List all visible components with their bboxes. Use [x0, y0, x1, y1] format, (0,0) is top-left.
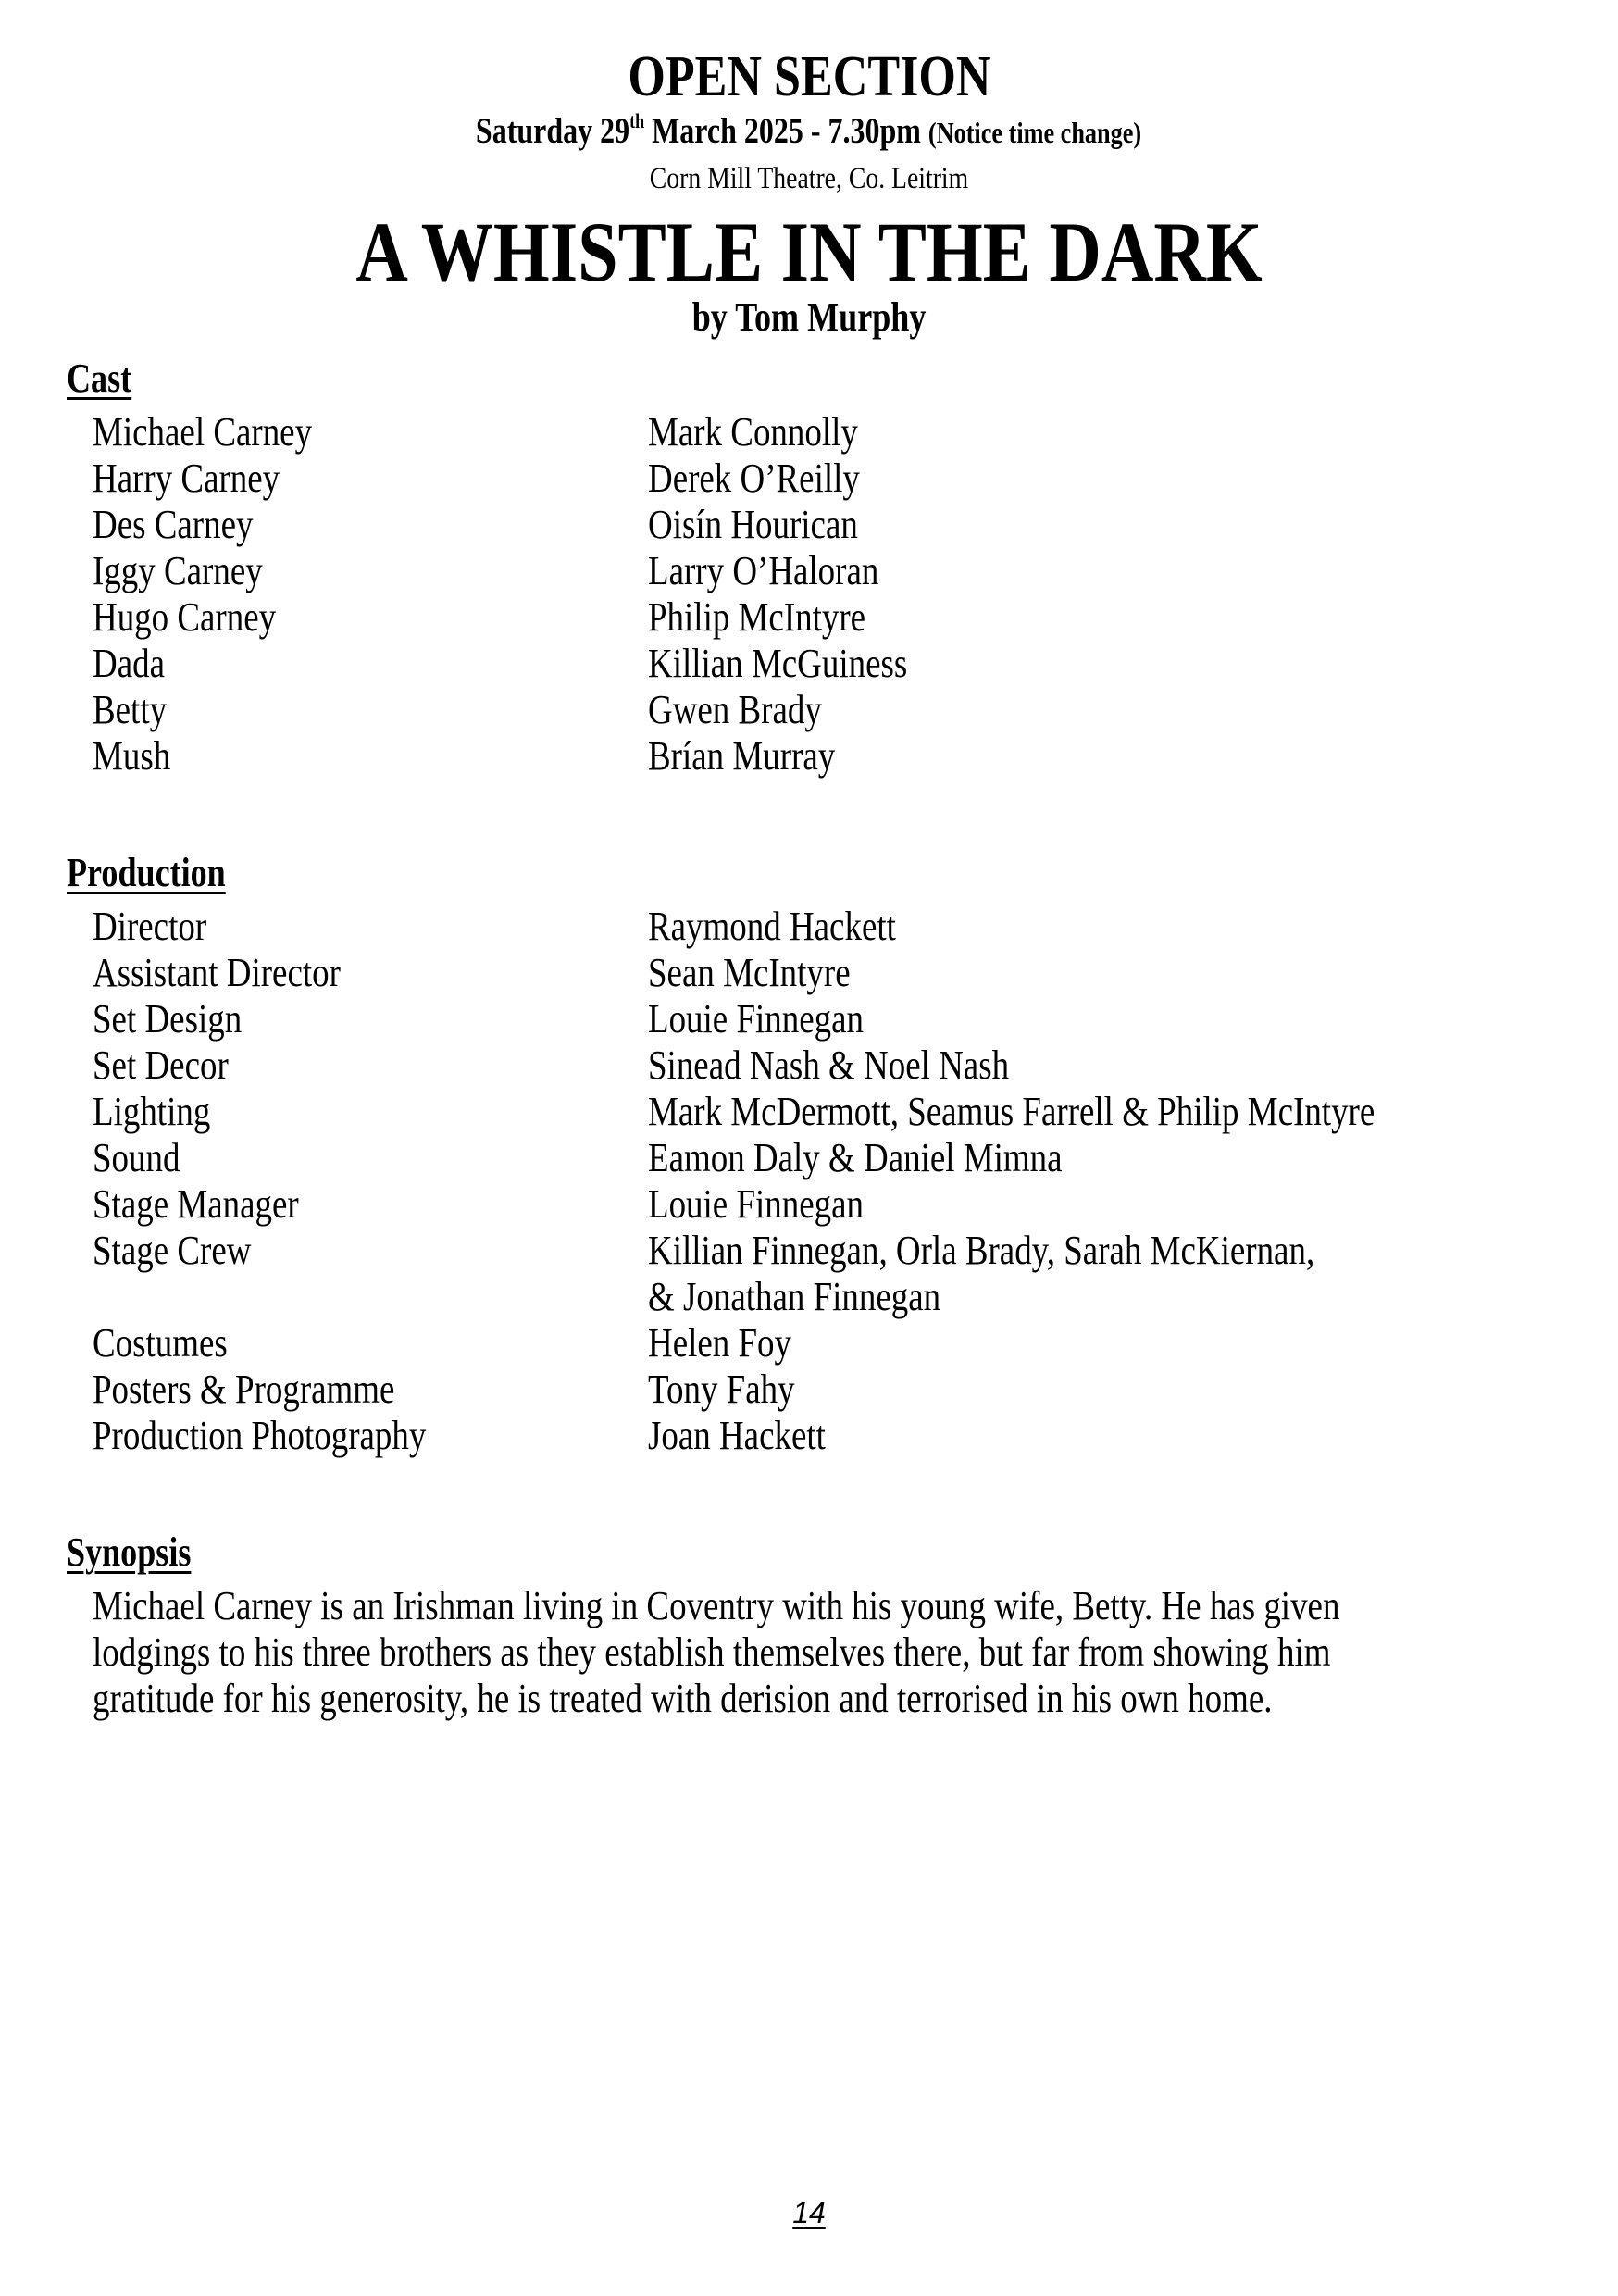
cast-actor: Philip McIntyre: [648, 594, 866, 640]
production-role: Posters & Programme: [93, 1366, 395, 1412]
cast-role: Harry Carney: [93, 455, 280, 501]
section-title: [0, 46, 1618, 107]
production-credit-line-1: Killian Finnegan, Orla Brady, Sarah McKiernan,: [648, 1228, 1315, 1273]
cast-actor: Derek O’Reilly: [648, 455, 860, 501]
date-day: Saturday 29: [476, 111, 630, 151]
cast-row: [93, 455, 1592, 502]
cast-list: [93, 409, 1592, 780]
cast-row: [93, 687, 1592, 733]
synopsis-text: [93, 1583, 1546, 1722]
date-ordinal: th: [629, 109, 645, 132]
cast-actor: Oisín Hourican: [648, 502, 858, 547]
production-role: Stage Manager: [93, 1181, 299, 1227]
cast-heading: Cast: [67, 356, 132, 401]
production-role: Costumes: [93, 1320, 228, 1366]
production-credit: Raymond Hackett: [648, 904, 896, 949]
production-credit: Tony Fahy: [648, 1366, 795, 1412]
performance-date-line: [0, 111, 1618, 153]
production-row: [93, 904, 1592, 950]
cast-actor: Brían Murray: [648, 733, 836, 779]
cast-row: [93, 641, 1592, 687]
production-credit: Louie Finnegan: [648, 996, 865, 1042]
synopsis-line: Michael Carney is an Irishman living in Coventry with his young wife, Betty. He has given: [93, 1583, 1340, 1628]
production-role: Lighting: [93, 1089, 211, 1134]
performance-date: [476, 111, 1141, 153]
author: [0, 294, 1618, 341]
production-row: [93, 1089, 1592, 1135]
production-row: [93, 1228, 1592, 1320]
production-heading: Production: [67, 850, 226, 895]
cast-actor: Gwen Brady: [648, 687, 822, 732]
cast-actor: Killian McGuiness: [648, 641, 908, 686]
production-credit: Eamon Daly & Daniel Mimna: [648, 1135, 1063, 1180]
synopsis-line: gratitude for his generosity, he is treated with derision and terrorised in his own home.: [93, 1676, 1273, 1721]
cast-role: Michael Carney: [93, 409, 313, 455]
venue-text: Corn Mill Theatre, Co. Leitrim: [649, 162, 969, 195]
production-row: [93, 1366, 1592, 1413]
play-title-text: A WHISTLE IN THE DARK: [355, 205, 1263, 299]
production-role: Director: [93, 904, 207, 949]
venue: [0, 162, 1618, 195]
production-role: Production Photography: [93, 1413, 427, 1458]
production-role: Stage Crew: [93, 1228, 252, 1273]
time-change-note: (Notice time change): [928, 116, 1142, 149]
production-credit: [648, 1228, 1314, 1320]
cast-role: Dada: [93, 641, 165, 686]
cast-row: [93, 548, 1592, 594]
production-credit: Joan Hackett: [648, 1413, 826, 1458]
production-role: Sound: [93, 1135, 180, 1180]
cast-actor: Larry O’Haloran: [648, 548, 879, 593]
production-credit: Mark McDermott, Seamus Farrell & Philip McIntyre: [648, 1089, 1375, 1134]
production-row: [93, 1181, 1592, 1228]
production-role: Set Design: [93, 996, 243, 1042]
cast-row: [93, 733, 1592, 780]
cast-role: Betty: [93, 687, 168, 732]
synopsis-heading: Synopsis: [67, 1529, 192, 1575]
author-text: by Tom Murphy: [691, 294, 927, 340]
cast-row: [93, 594, 1592, 641]
date-rest: March 2025 -: [644, 111, 828, 151]
cast-role: Hugo Carney: [93, 594, 277, 640]
cast-actor: Mark Connolly: [648, 409, 858, 455]
performance-time: 7.30pm: [828, 111, 922, 151]
production-row: [93, 1135, 1592, 1181]
section-title-text: OPEN SECTION: [627, 45, 991, 108]
production-row: [93, 1413, 1592, 1459]
cast-row: [93, 502, 1592, 548]
page-number: 14: [792, 2196, 826, 2229]
production-credit-line-2: & Jonathan Finnegan: [648, 1274, 941, 1319]
production-role: Assistant Director: [93, 950, 341, 995]
cast-row: [93, 409, 1592, 455]
production-row: [93, 996, 1592, 1042]
cast-role: Des Carney: [93, 502, 254, 547]
production-credit: Sean McIntyre: [648, 950, 851, 995]
production-credit: Louie Finnegan: [648, 1181, 865, 1227]
production-row: [93, 950, 1592, 996]
production-role: Set Decor: [93, 1042, 229, 1088]
production-row: [93, 1042, 1592, 1089]
cast-role: Mush: [93, 733, 171, 779]
synopsis-line: lodgings to his three brothers as they establish themselves there, but far from showing him: [93, 1629, 1331, 1675]
cast-role: Iggy Carney: [93, 548, 263, 593]
play-title: [0, 206, 1618, 298]
production-credit: Helen Foy: [648, 1320, 792, 1366]
production-row: [93, 1320, 1592, 1366]
production-credit: Sinead Nash & Noel Nash: [648, 1042, 1010, 1088]
production-list: [93, 904, 1592, 1459]
